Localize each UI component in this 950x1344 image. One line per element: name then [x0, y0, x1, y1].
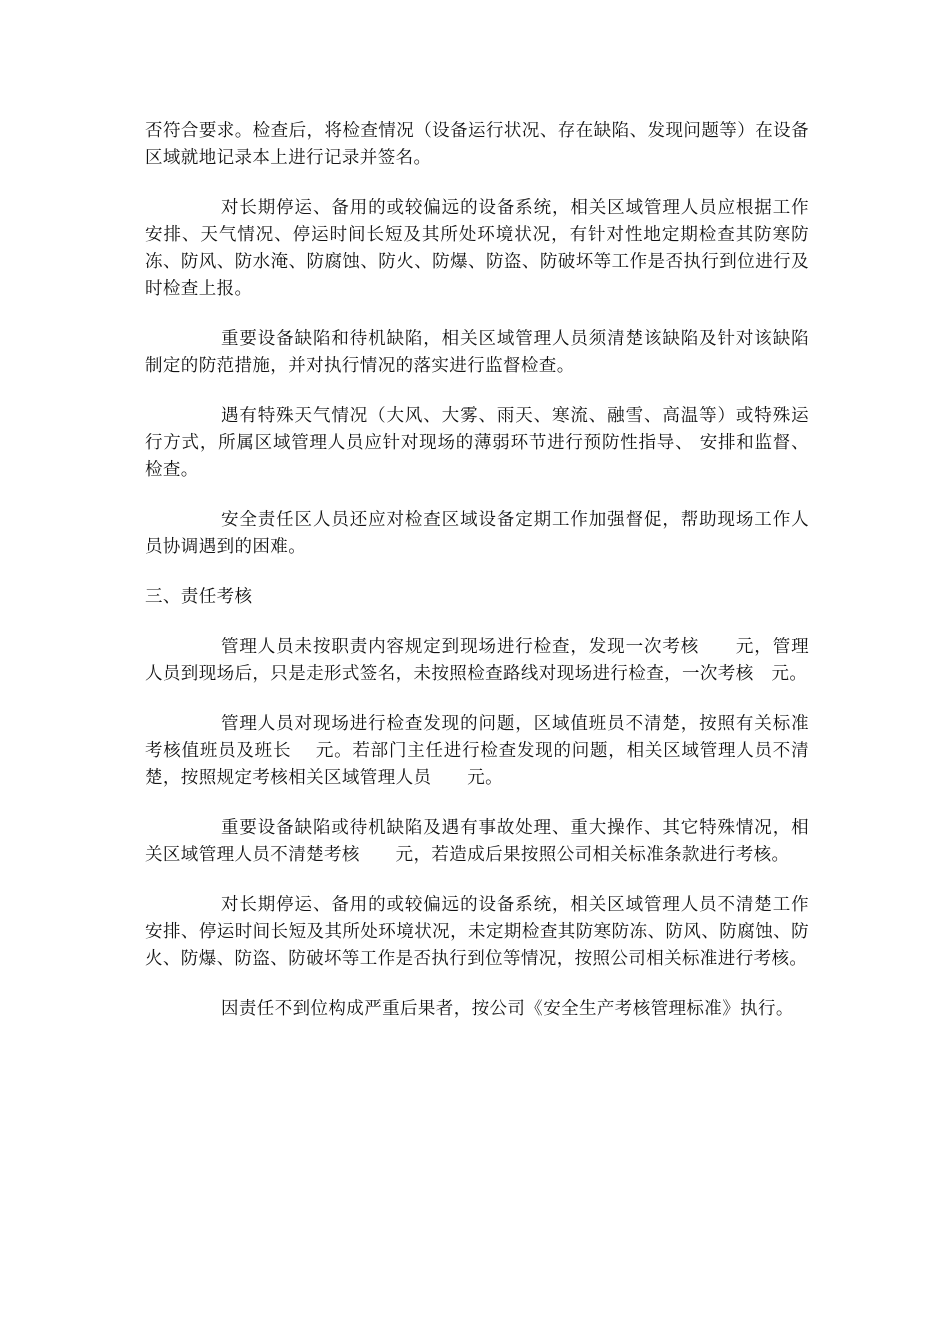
- document-page: [145, 118, 809, 1046]
- paragraph-assessment-important-defects: 重要设备缺陷或待机缺陷及遇有事故处理、重大操作、其它特殊情况，相关区域管理人员不清楚考核 元，若造成后果按照公司相关标准条款进行考核。: [145, 818, 809, 865]
- paragraph-remote-equipment-check: 对长期停运、备用的或较偏远的设备系统，相关区域管理人员应根据工作安排、天气情况、停运时间长短及其所处环境状况，有针对性地定期检查其防寒防冻、防风、防水淹、防腐蚀、防火、防爆、防盗、防破坏等工作是否执行到位进行及时检查上报。: [145, 198, 809, 299]
- section-heading-responsibility-assessment: 三、责任考核: [145, 587, 253, 607]
- paragraph-check-requirements: 否符合要求。检查后，将检查情况（设备运行状况、存在缺陷、发现问题等）在设备区域就地记录本上进行记录并签名。: [145, 121, 809, 168]
- paragraph-special-weather: 遇有特殊天气情况（大风、大雾、雨天、寒流、融雪、高温等）或特殊运行方式，所属区域管理人员应针对现场的薄弱环节进行预防性指导、 安排和监督、检查。: [145, 406, 809, 480]
- paragraph-assessment-no-inspection: 管理人员未按职责内容规定到现场进行检查，发现一次考核 元，管理人员到现场后，只是走形式签名，未按照检查路线对现场进行检查，一次考核 元。: [145, 637, 809, 684]
- paragraph-assessment-unaware-issues: 管理人员对现场进行检查发现的问题，区域值班员不清楚，按照有关标准考核值班员及班长 元。若部门主任进行检查发现的问题，相关区域管理人员不清楚，按照规定考核相关区域管理人员 元。: [145, 714, 809, 788]
- paragraph-assessment-remote-equipment: 对长期停运、备用的或较偏远的设备系统，相关区域管理人员不清楚工作安排、停运时间长短及其所处环境状况，未定期检查其防寒防冻、防风、防腐蚀、防火、防爆、防盗、防破坏等工作是否执行到位等情况，按照公司相关标准进行考核。: [145, 895, 809, 969]
- paragraph-serious-consequences: 因责任不到位构成严重后果者，按公司《安全生产考核管理标准》执行。: [221, 999, 794, 1019]
- paragraph-important-defects: 重要设备缺陷和待机缺陷，相关区域管理人员须清楚该缺陷及针对该缺陷制定的防范措施，并对执行情况的落实进行监督检查。: [145, 329, 809, 376]
- paragraph-safety-zone-staff: 安全责任区人员还应对检查区域设备定期工作加强督促，帮助现场工作人员协调遇到的困难。: [145, 510, 809, 557]
